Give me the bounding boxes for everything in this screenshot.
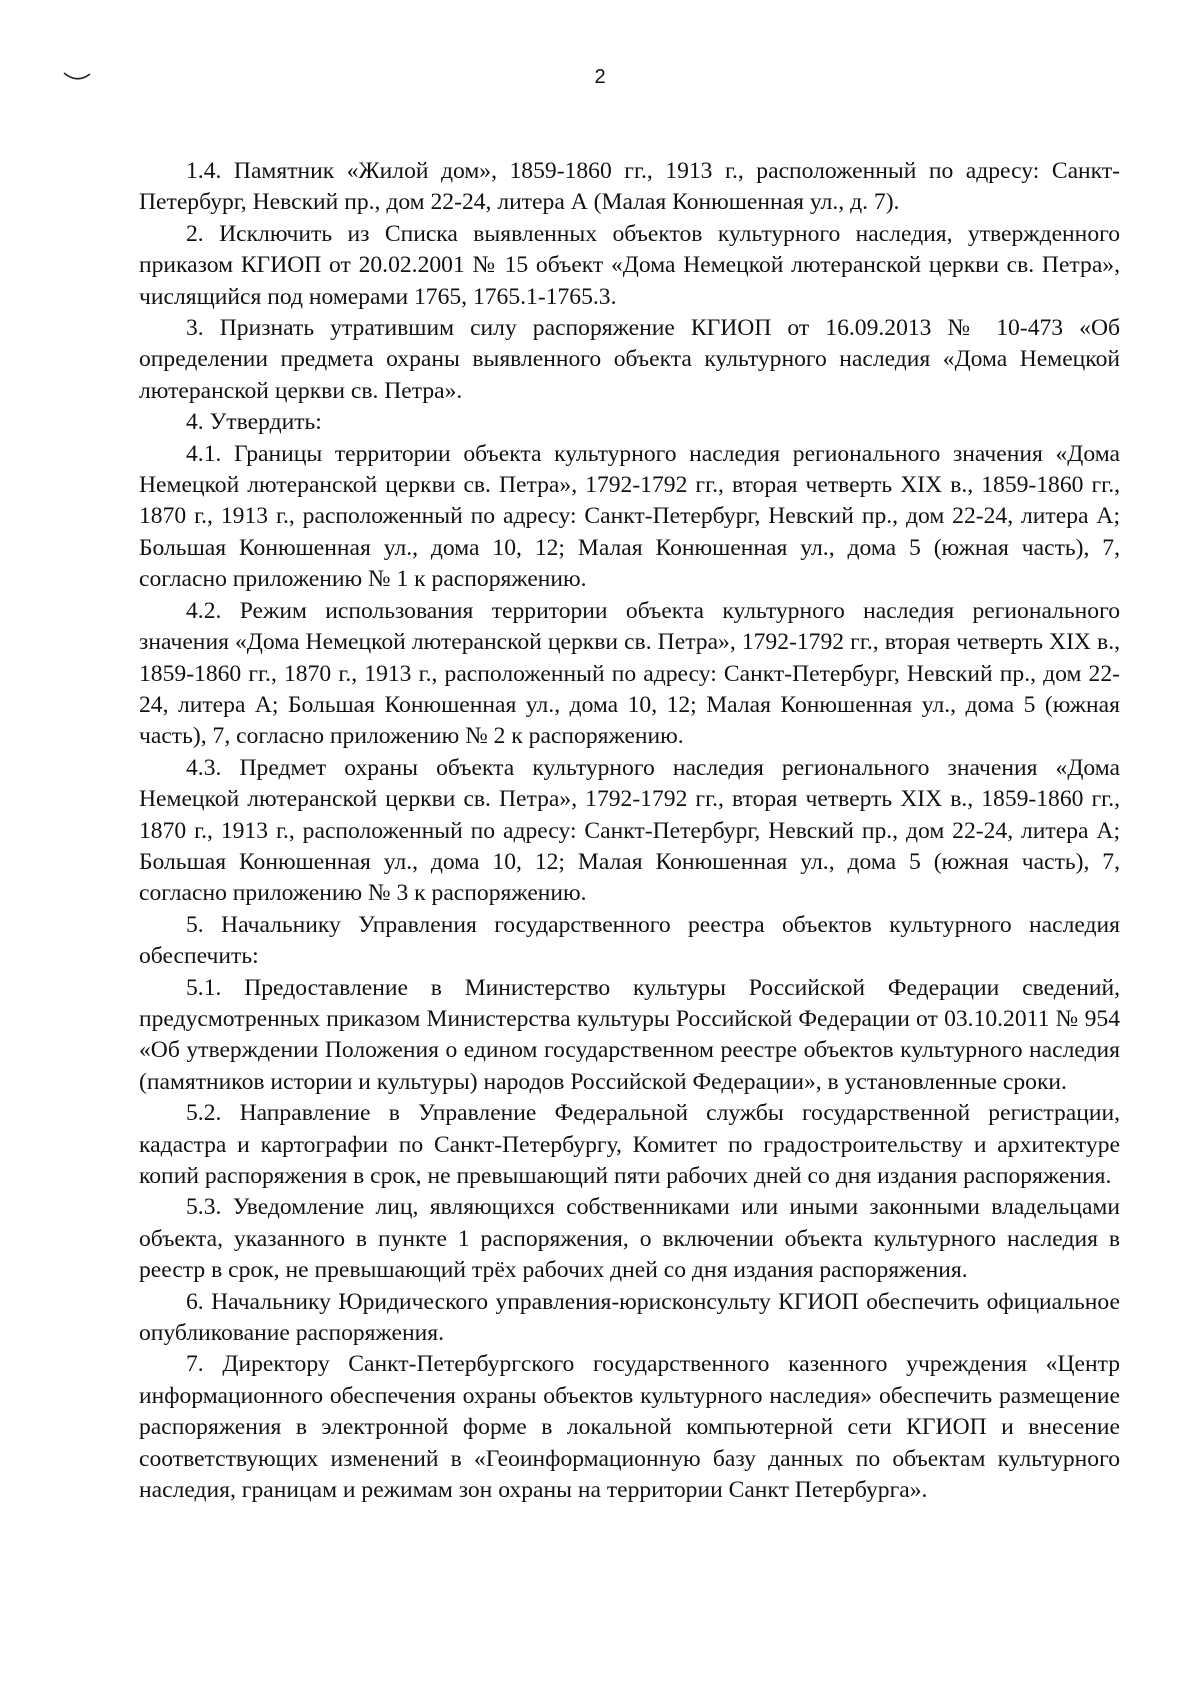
document-body (139, 156, 1120, 1506)
paragraph-7: 7. Директору Санкт-Петербургского государственного казенного учреждения «Центр информационного обеспечения охраны объектов культурного наследия» обеспечить размещение распоряжения в электронной форме в локальной компьютерной сети КГИОП и внесение соответствующих изменений в «Геоинформационную базу данных по объектам культурного наследия, границам и режимам зон охраны на территории Санкт Петербурга». (139, 1351, 1120, 1504)
paragraph-4-1: 4.1. Границы территории объекта культурного наследия регионального значения «Дома Немецкой лютеранской церкви св. Петра», 1792-1792 гг., вторая четверть XIX в., 1859-1860 гг., 1870 г., 1913 г., расположенный по адресу: Санкт-Петербург, Невский пр., дом 22-24, литера А; Большая Конюшенная ул., дома 10, 12; Малая Конюшенная ул., дома 5 (южная часть), 7, согласно приложению № 1 к распоряжению. (139, 440, 1120, 593)
paragraph-3: 3. Признать утратившим силу распоряжение КГИОП от 16.09.2013 № 10-473 «Об определении предмета охраны выявленного объекта культурного наследия «Дома Немецкой лютеранской церкви св. Петра». (139, 315, 1120, 404)
paragraph-5: 5. Начальнику Управления государственного реестра объектов культурного наследия обеспечить: (139, 911, 1120, 970)
paragraph-4-3: 4.3. Предмет охраны объекта культурного наследия регионального значения «Дома Немецкой лютеранской церкви св. Петра», 1792-1792 гг., вторая четверть XIX в., 1859-1860 гг., 1870 г., 1913 г., расположенный по адресу: Санкт-Петербург, Невский пр., дом 22-24, литера А; Большая Конюшенная ул., дома 10, 12; Малая Конюшенная ул., дома 5 (южная часть), 7, согласно приложению № 3 к распоряжению. (139, 754, 1120, 907)
paragraph-4: 4. Утвердить: (186, 409, 322, 436)
paragraph-5-2: 5.2. Направление в Управление Федеральной службы государственной регистрации, кадастра и картографии по Санкт-Петербургу, Комитет по градостроительству и архитектуре копий распоряжения в срок, не превышающий пяти рабочих дней со дня издания распоряжения. (139, 1100, 1120, 1189)
paragraph-1-4: 1.4. Памятник «Жилой дом», 1859-1860 гг., 1913 г., расположенный по адресу: Санкт-Петербург, Невский пр., дом 22-24, литера А (Малая Конюшенная ул., д. 7). (139, 158, 1120, 216)
paragraph-2: 2. Исключить из Списка выявленных объектов культурного наследия, утвержденного приказом КГИОП от 20.02.2001 № 15 объект «Дома Немецкой лютеранской церкви св. Петра», числящийся под номерами 1765, 1765.1-1765.3. (139, 220, 1120, 310)
paragraph-6: 6. Начальнику Юридического управления-юрисконсульту КГИОП обеспечить официальное опубликование распоряжения. (139, 1288, 1120, 1347)
paragraph-4-2: 4.2. Режим использования территории объекта культурного наследия регионального значения «Дома Немецкой лютеранской церкви св. Петра», 1792-1792 гг., вторая четверть XIX в., 1859-1860 гг., 1870 г., 1913 г., расположенный по адресу: Санкт-Петербург, Невский пр., дом 22-24, литера А; Большая Конюшенная ул., дома 10, 12; Малая Конюшенная ул., дома 5 (южная часть), 7, согласно приложению № 2 к распоряжению. (139, 597, 1120, 750)
paragraph-5-3: 5.3. Уведомление лиц, являющихся собственниками или иными законными владельцами объекта, указанного в пункте 1 распоряжения, о включении объекта культурного наследия в реестр в срок, не превышающий трёх рабочих дней со дня издания распоряжения. (139, 1194, 1120, 1284)
paragraph-5-1: 5.1. Предоставление в Министерство культуры Российской Федерации сведений, предусмотренных приказом Министерства культуры Российской Федерации от 03.10.2011 № 954 «Об утверждении Положения о едином государственном реестре объектов культурного наследия (памятников истории и культуры) народов Российской Федерации», в установленные сроки. (139, 974, 1120, 1095)
page-number: 2 (594, 66, 606, 88)
